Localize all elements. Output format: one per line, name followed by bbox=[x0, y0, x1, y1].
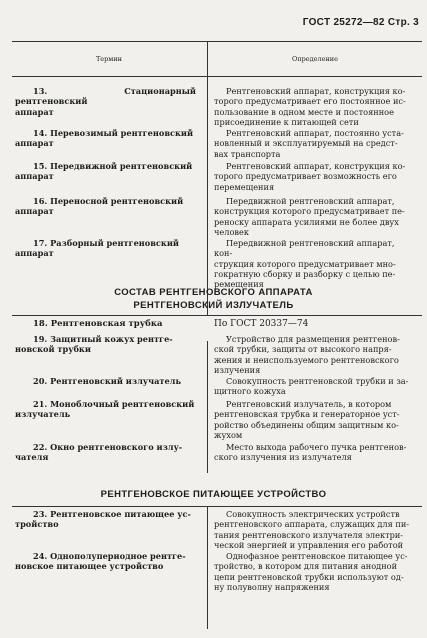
definition-cell: Устройство для размещения рентгенов- ской трубки, защиты от высокого напря- жения и неиспользуемого рентгеновского излучения bbox=[214, 334, 400, 375]
term-column-header: Термин bbox=[95, 55, 123, 63]
column-divider bbox=[207, 341, 208, 473]
definition-cell: Совокупность электрических устройств рентгеновского аппарата, служащих для пи- тания рентгеновского излучателя электри- ческой энергией и управления его работой bbox=[214, 509, 410, 550]
term-cell: 16. Переносной рентгеновский аппарат bbox=[15, 196, 184, 217]
definition-cell: Рентгеновский излучатель, в котором рентгеновская трубка и генераторное уст- ройство объединены общим защитным ко- жухом bbox=[214, 399, 400, 440]
definition-cell: Однофазное рентгеновское питающее ус- тройство, в котором для питания анодной цепи рентгеновской трубки используют од- ну полуволну напряжения bbox=[214, 551, 408, 592]
definition-cell: Рентгеновский аппарат, конструкция ко- торого предусматривает возможность его перемещения bbox=[214, 161, 406, 192]
term-cell: 18. Рентгеновская трубка bbox=[33, 319, 163, 329]
term-cell: 17. Разборный рентгеновский аппарат bbox=[15, 238, 179, 259]
column-divider bbox=[207, 75, 208, 315]
page-header: ГОСТ 25272—82 Стр. 3 bbox=[302, 17, 419, 28]
section-heading: СОСТАВ РЕНТГЕНОВСКОГО АППАРАТА РЕНТГЕНОВСКИЙ ИЗЛУЧАТЕЛЬ bbox=[114, 287, 313, 311]
column-divider bbox=[207, 506, 208, 629]
definition-cell: Передвижной рентгеновский аппарат, конструкция которого предусматривает пе- реноску аппарата усилиями не более двух человек bbox=[214, 196, 405, 237]
section-heading: РЕНТГЕНОВСКОЕ ПИТАЮЩЕЕ УСТРОЙСТВО bbox=[100, 489, 327, 500]
section-divider bbox=[12, 506, 422, 507]
definition-cell: Место выхода рабочего пучка рентгенов- ского излучения из излучателя bbox=[214, 442, 407, 463]
definition-cell: Рентгеновский аппарат, постоянно уста- новленный и эксплуатируемый на средст- вах транспорта bbox=[214, 128, 404, 159]
term-cell: 21. Моноблочный рентгеновский излучатель bbox=[15, 399, 195, 420]
term-cell: 24. Однополупериодное рентге- новское питающее устройство bbox=[15, 551, 186, 572]
definition-cell: Совокупность рентгеновской трубки и за- щитного кожуха bbox=[214, 376, 409, 397]
definition-column-header: Определение bbox=[207, 42, 422, 76]
term-cell: 20. Рентгеновский излучатель bbox=[33, 376, 182, 386]
term-cell: 23. Рентгеновское питающее ус- тройство bbox=[15, 509, 191, 530]
definition-cell: Передвижной рентгеновский аппарат, кон- струкция которого предусматривает мно- гократную сборку и разборку с целью пе- ремещения bbox=[214, 238, 396, 290]
term-cell: 14. Перевозимый рентгеновский аппарат bbox=[15, 128, 194, 149]
term-cell: 19. Защитный кожух рентге- новской трубки bbox=[15, 334, 173, 355]
term-cell: 15. Передвижной рентгеновский аппарат bbox=[15, 161, 193, 182]
table-header bbox=[12, 41, 422, 77]
term-cell: 22. Окно рентгеновского излу- чателя bbox=[15, 442, 183, 463]
section-divider bbox=[12, 315, 422, 316]
definition-cell: Рентгеновский аппарат, конструкция ко- торого предусматривает его постоянное ис- пользование в одном месте и постоянное присоединение к питающей сети bbox=[214, 86, 406, 127]
definition-cell: По ГОСТ 20337—74 bbox=[214, 319, 309, 329]
term-cell: 13. Стационарный рентгеновский аппарат bbox=[15, 86, 196, 117]
